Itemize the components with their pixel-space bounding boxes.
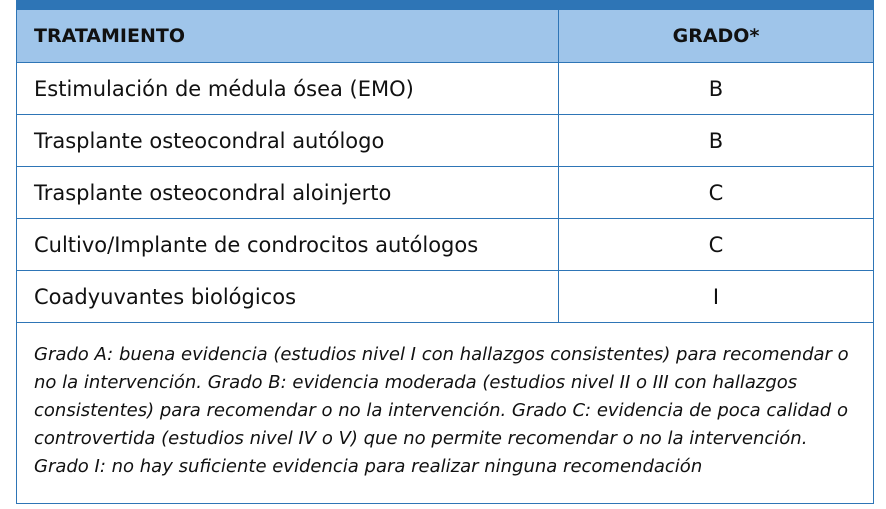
grade-cell: I (559, 271, 874, 323)
table-header-row (17, 10, 874, 63)
treatment-cell: Trasplante osteocondral aloinjerto (17, 167, 559, 219)
treatment-cell: Trasplante osteocondral autólogo (17, 115, 559, 167)
table-row (17, 167, 874, 219)
grade-cell: C (559, 167, 874, 219)
header-grade: GRADO* (559, 10, 874, 63)
table-row (17, 63, 874, 115)
recommendation-table-container (16, 0, 874, 504)
recommendation-table (16, 9, 874, 504)
table-row (17, 115, 874, 167)
treatment-cell: Cultivo/Implante de condrocitos autólogos (17, 219, 559, 271)
header-treatment: TRATAMIENTO (17, 10, 559, 63)
table-row (17, 219, 874, 271)
grade-cell: B (559, 63, 874, 115)
footnote-row (17, 323, 874, 504)
grade-footnote: Grado A: buena evidencia (estudios nivel I con hallazgos consistentes) para recomendar o no la intervención. Grado B: evidencia moderada (estudios nivel II o III con hallazgos consistentes) para recomendar o no la intervención. Grado C: evidencia de poca calidad o controvertida (estudios nivel IV o V) que no permite recomendar o no la intervención. Grado I: no hay suficiente evidencia para realizar ninguna recomendación (17, 323, 874, 504)
grade-cell: C (559, 219, 874, 271)
treatment-cell: Estimulación de médula ósea (EMO) (17, 63, 559, 115)
treatment-cell: Coadyuvantes biológicos (17, 271, 559, 323)
table-row (17, 271, 874, 323)
grade-cell: B (559, 115, 874, 167)
